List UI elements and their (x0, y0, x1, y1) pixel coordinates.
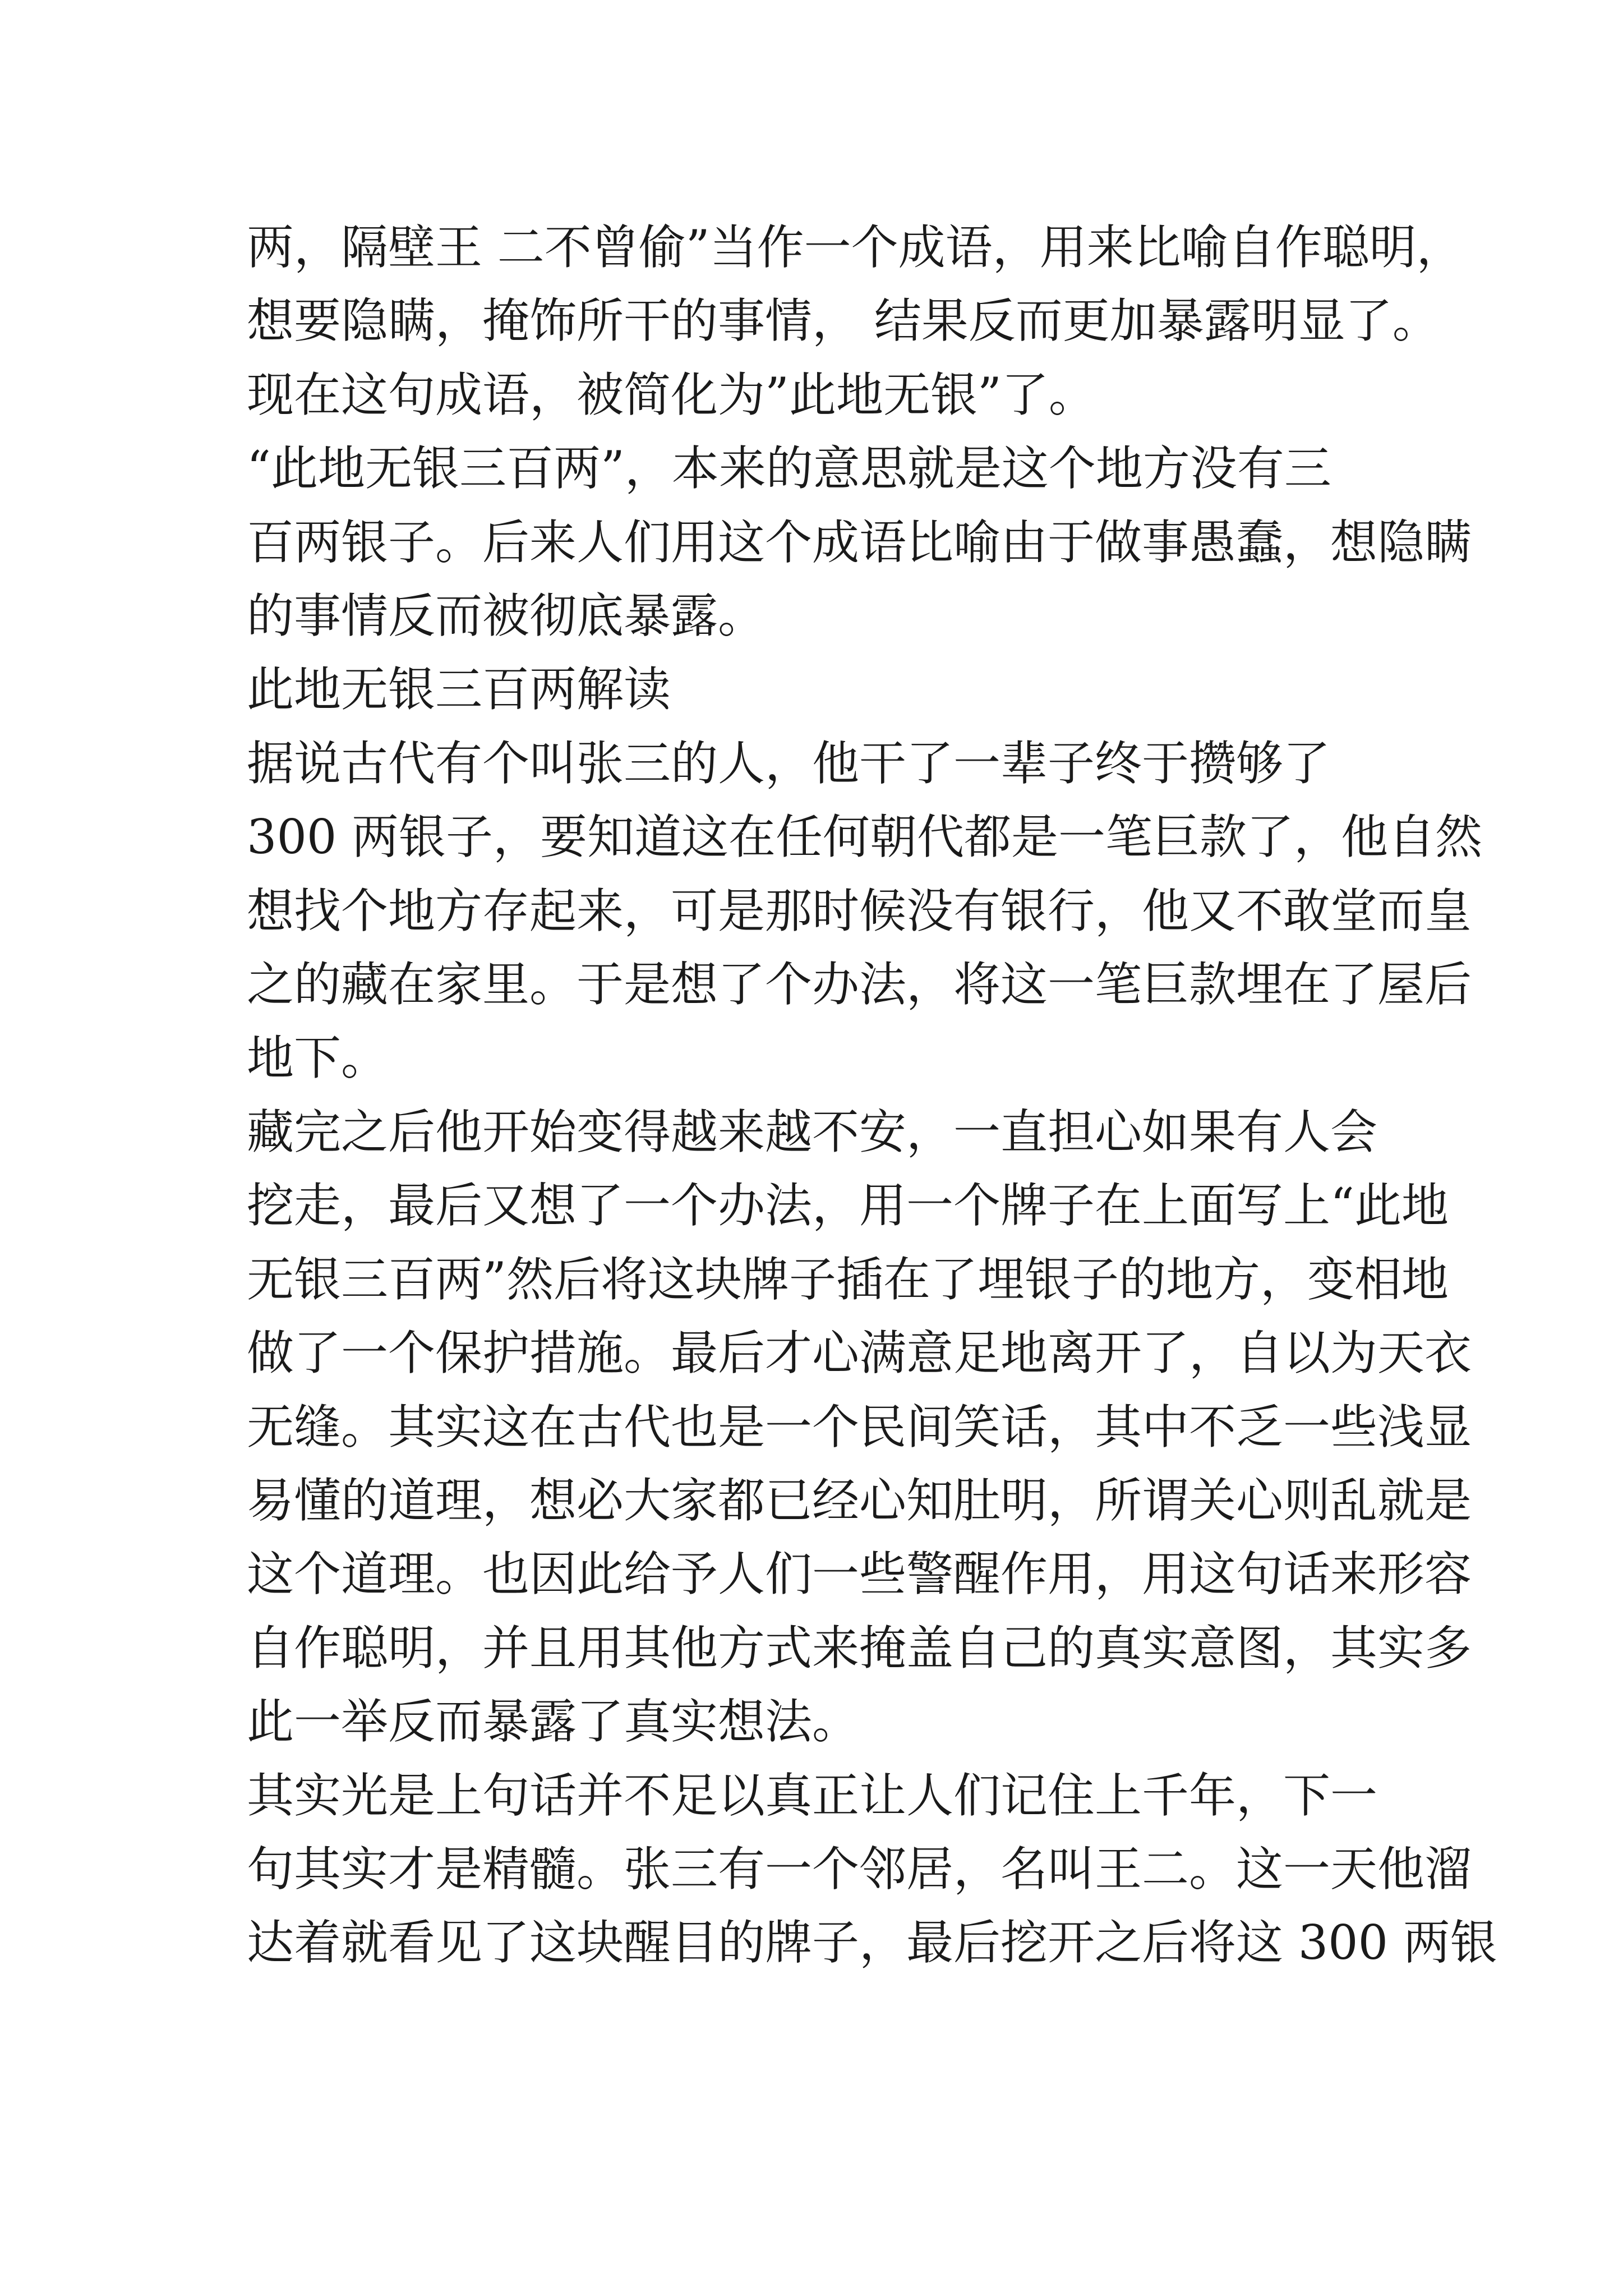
text-line: 达着就看见了这块醒目的牌子，最后挖开之后将这 300 两银 (247, 1915, 1497, 1971)
section-heading (247, 653, 1391, 726)
text-line: 想要隐瞒，掩饰所干的事情， 结果反而更加暴露明显了。 (247, 293, 1440, 349)
text-line: 无银三百两”然后将这块牌子插在了埋银子的地方，变相地 (247, 1251, 1449, 1307)
paragraph (247, 1759, 1497, 1980)
paragraph (247, 211, 1464, 432)
text-line: 地下。 (247, 1030, 389, 1086)
text-line: 易懂的道理，想必大家都已经心知肚明，所谓关心则乱就是 (247, 1473, 1472, 1528)
text-line: 句其实才是精髓。张三有一个邻居，名叫王二。这一天他溜 (247, 1841, 1472, 1897)
text-line: 此一举反而暴露了真实想法。 (247, 1694, 860, 1750)
text-line: 现在这句成语，被简化为”此地无银”了。 (247, 367, 1096, 422)
text-line: 两，隔壁王 二不曾偷”当作一个成语，用来比喻自作聪明， (247, 220, 1464, 275)
heading-text: 此地无银三百两解读 (247, 662, 671, 717)
document-body (247, 211, 1497, 1980)
text-line: 300 两银子，要知道这在任何朝代都是一笔巨款了，他自然 (247, 809, 1483, 865)
text-line: 无缝。其实这在古代也是一个民间笑话，其中不乏一些浅显 (247, 1399, 1472, 1455)
text-line: 挖走，最后又想了一个办法，用一个牌子在上面写上“此地 (247, 1178, 1449, 1234)
text-line: 做了一个保护措施。最后才心满意足地离开了，自以为天衣 (247, 1326, 1472, 1381)
paragraph (247, 727, 1483, 1096)
text-line: 藏完之后他开始变得越来越不安，一直担心如果有人会 (247, 1104, 1378, 1159)
text-line: 百两银子。后来人们用这个成语比喻由于做事愚蠢，想隐瞒 (247, 514, 1472, 570)
text-line: “此地无银三百两”，本来的意思就是这个地方没有三 (247, 441, 1331, 496)
text-line: 想找个地方存起来，可是那时候没有银行，他又不敢堂而皇 (247, 883, 1472, 938)
text-line: 自作聪明，并且用其他方式来掩盖自己的真实意图，其实多 (247, 1620, 1472, 1676)
text-line: 之的藏在家里。于是想了个办法，将这一笔巨款埋在了屋后 (247, 957, 1472, 1013)
text-line: 的事情反而被彻底暴露。 (247, 588, 766, 644)
text-line: 其实光是上句话并不足以真正让人们记住上千年，下一 (247, 1768, 1378, 1823)
paragraph (247, 432, 1472, 653)
text-line: 据说古代有个叫张三的人，他干了一辈子终于攒够了 (247, 735, 1331, 791)
text-line: 这个道理。也因此给予人们一些警醒作用，用这句话来形容 (247, 1547, 1472, 1602)
paragraph (247, 1096, 1472, 1759)
